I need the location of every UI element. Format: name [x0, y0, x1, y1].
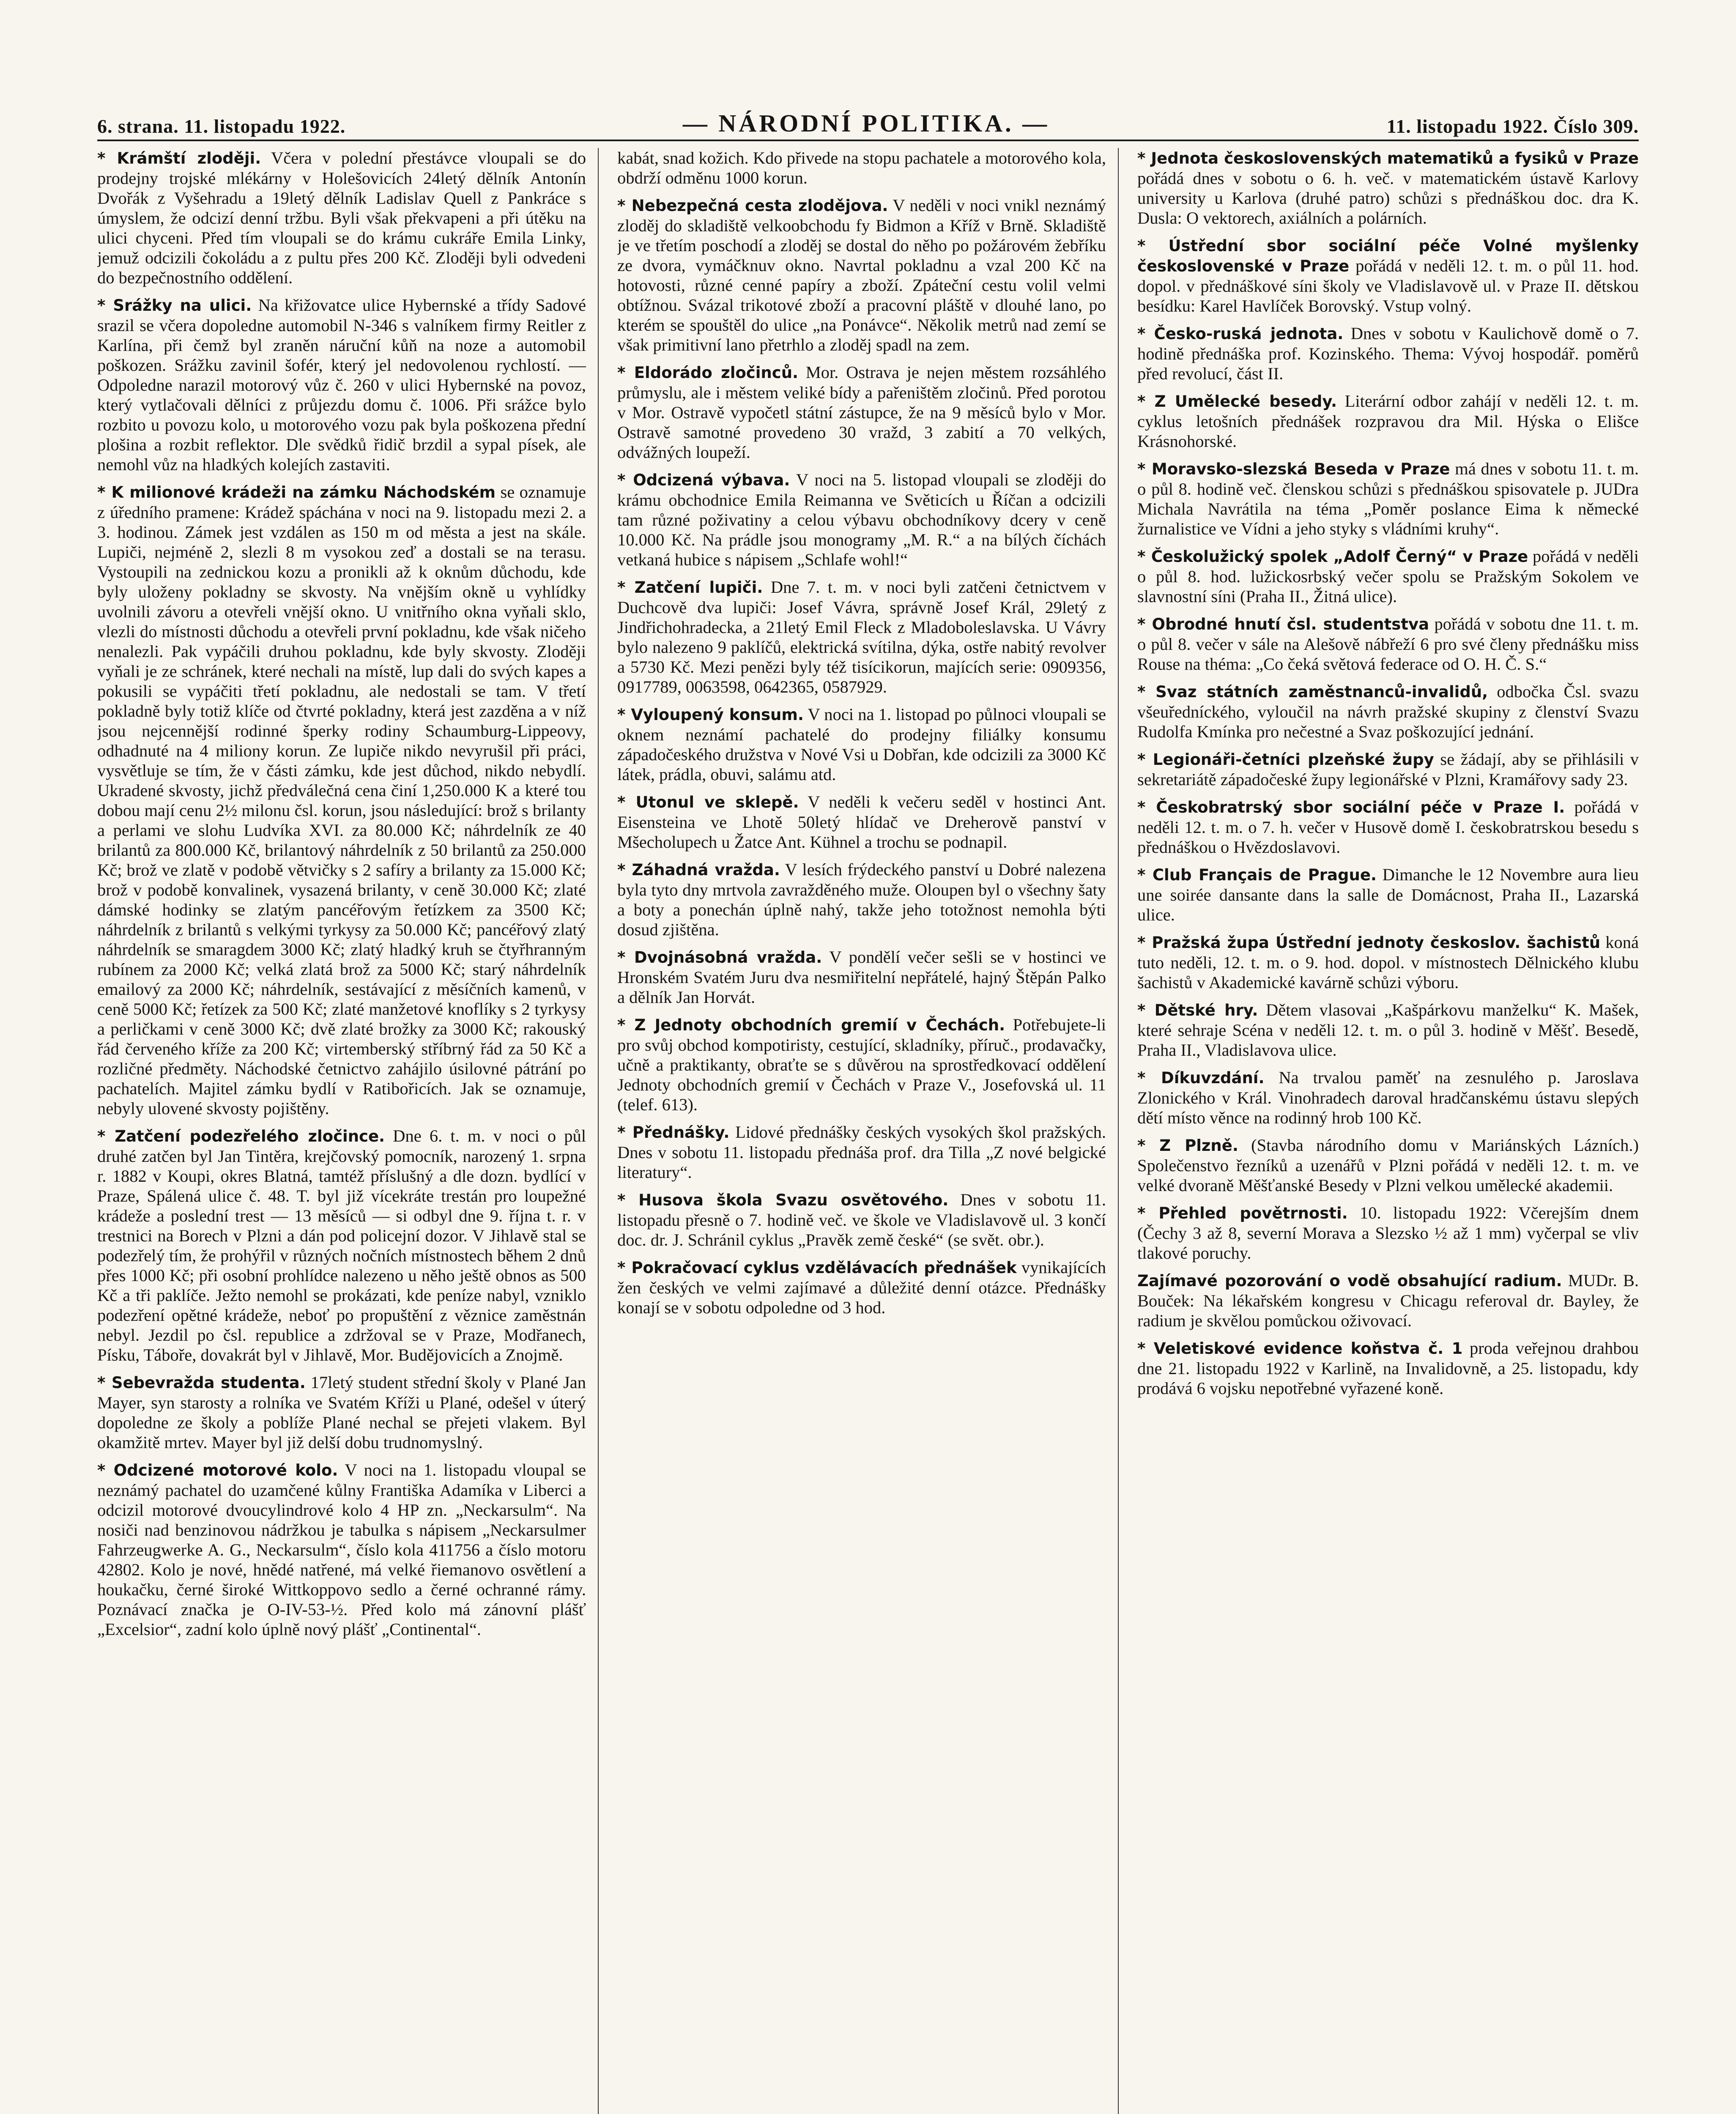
article-heading: * Moravsko-slezská Beseda v Praze	[1137, 460, 1450, 478]
article-body: V neděli v noci vnikl neznámý zloděj do skladiště velkoobchodu fy Bidmon a Kříž v Brně. Skladiště je ve třetím poschodí a zloděj se dostal do něho po požárovém žebříku ze dvora, vymáčknuv okno. Navrtal pokladnu a vzal 200 Kč na hotovosti, různé cenné papíry a zboží. Zpáteční cestu volil velmi obtížnou. Svázal trikotové zboží a pracovní pláště v dlouhé lano, po kterém se spouštěl do ulice „na Ponávce“. Několik metrů nad zemí se však primitivní lano přetrhlo a zloděj spadl na zem.	[617, 196, 1106, 354]
article-body: Literární odbor zahájí v neděli 12. t. m. cyklus letošních přednášek rozpravou dra Mil. Hýska o Elišce Krásnohorské.	[1137, 392, 1639, 451]
article	[1137, 391, 1639, 451]
article-body: se oznamuje z úředního pramene: Krádež spáchána v noci na 9. listopadu mezi 2. a 3. hodinou. Zámek jest vzdálen as 150 m od města a jest na skále. Lupiči, nejméně 2, slezli 8 m vysokou zeď a dostali se na terasu. Vystoupili na zednickou kozu a pronikli až k oknům důchodu, kde byly uloženy pokladny se skvosty. Na vnějším okně u vyhlídky uvolnili závoru a otevřeli vnější okno. U vnitřního okna vyňali sklo, vlezli do místnosti důchodu a otevřeli první pokladnu, kde však ničeho nenalezli. Pak vypáčili druhou pokladnu, kde byly skvosty. Zloději vyňali je ze schránek, které nechali na místě, lup dali do svých kapes a pokusili se vypáčiti třetí pokladnu, ale nedostali se tam. V třetí pokladně byly totiž klíče od čtvrté pokladny, která jest zazděna a v níž jsou nejcennější rodinné šperky rodiny Schaumburg-Lippeovy, odhadnuté na 4 miliony korun. Ze lupiče nikdo nevyrušil při práci, vysvětluje se tím, že v části zámku, kde jest důchod, nikdo nebydlí. Ukradené skvosty, jichž předválečná cena činí 1,250.000 K a které tou dobou mají cenu 2½ milonu čsl. korun, jsou následující: brož s brilanty a perlami ve slohu Ludvíka XVI. za 80.000 Kč; náhrdelník ze 40 brilantů za 800.000 Kč, brilantový náhrdelník z 50 brilantů za 250.000 Kč; brož ve zlatě v podobě větvičky s 2 safíry a brilanty za 15.000 Kč; brož v podobě konvalinek, vysazená brilanty, v ceně 30.000 Kč; zlaté dámské hodinky se zlatým pancéřovým řetízkem za 3500 Kč; náhrdelník z brilantů s velkými tyrkysy za 50.000 Kč; pancéřový zlatý náhrdelník se smaragdem 3000 Kč; zlatý hladký kruh se čtyřhranným rubínem za 2000 Kč; velká zlatá brož za 5000 Kč; starý náhrdelník emailový za 2000 Kč; náhrdelník, sestávající z měsíčních kamenů, v ceně 5000 Kč; řetízek za 500 Kč; zlaté manžetové knoflíky s 2 tyrkysy a perličkami v ceně 3000 Kč; dvě zlaté brožky za 3000 Kč; rakouský řád červeného kříže za 200 Kč; virtemberský stříbrný řád za 50 Kč a rozličné předměty. Náchodské četnictvo zahájilo úsilovné pátrání po pachatelích. Majitel zámku bydlí v Ratibořicích. Jak se oznamuje, nebyly ulovené skvosty pojištěny.	[97, 482, 586, 1118]
article	[97, 1372, 586, 1452]
article-heading: * Zatčení lupiči.	[617, 578, 763, 597]
article-body: V noci na 1. listopadu vloupal se neznámý pachatel do uzamčené kůlny Františka Adamíka v Liberci a odcizil motorové dvoucylindrové kolo 4 HP zn. „Neckarsulm“. Na nosiči nad benzinovou nádržkou je tabulka s nápisem „Neckarsulmer Fahrzeugwerke A. G., Neckarsulm“, číslo kola 411756 a číslo motoru 42802. Kolo je nové, hnědé natřené, má velké řiemanovo osvětlení a houkačku, černé široké Wittkoppovo sedlo a černé ochranné rámy. Poznávací značka je O-IV-53-½. Před kolo má zánovní plášť „Excelsior“, zadní kolo úplně nový plášť „Continental“.	[97, 1460, 586, 1639]
article-body: Dnes v sobotu 11. listopadu přesně o 7. hodině več. ve škole ve Vladislavově ul. 3 končí doc. dr. J. Schránil cyklus „Pravěk země české“ (se svět. obr.).	[617, 1190, 1106, 1249]
article-heading: * Dvojnásobná vražda.	[617, 948, 822, 967]
article-body: MUDr. B. Bouček: Na lékařském kongresu v Chicagu referoval dr. Bayley, že radium je skvělou pomůckou oživovací.	[1137, 1271, 1639, 1330]
article	[1137, 1203, 1639, 1263]
article-heading: * Eldorádo zločinců.	[617, 364, 799, 382]
article	[97, 482, 586, 1118]
article-body: proda veřejnou drahbou dne 21. listopadu 1922 v Karlině, na Invalidovně, a 25. listopadu, kdy prodává 6 vojsku nepotřebné vyřazené koně.	[1137, 1339, 1639, 1398]
article	[1137, 546, 1639, 606]
article-heading: * Z Jednoty obchodních gremií v Čechách.	[617, 1016, 1005, 1034]
column-1	[97, 148, 599, 2114]
article	[617, 577, 1106, 697]
article-body: Dnes v sobotu v Kaulichově domě o 7. hodině přednáška prof. Kozinského. Thema: Vývoj hospodář. poměrů před revolucí, část II.	[1137, 324, 1639, 383]
article-heading: Zajímavé pozorování o vodě obsahující radium.	[1137, 1272, 1562, 1290]
article-body: Na křižovatce ulice Hybernské a třídy Sadové srazil se včera dopoledne automobil N-346 s valníkem firmy Reitler z Karlína, při čemž byl zraněn náruční kůň na noze a automobil poškozen. Srážku zavinil šofér, který jel nedovolenou rychlostí. — Odpoledne narazil motorový vůz č. 260 v ulici Hybernské na povoz, který vytlačovali dělníci z průjezdu domu č. 1006. Při srážce bylo rozbito u povozu kolo, u motorového vozu pak byla poškozena přední plošina a rozbit reflektor. Dle svědků řidič brzdil a sypal písek, ale nemohl vůz na hladkých kolejích zastaviti.	[97, 296, 586, 474]
article-heading: * Českobratrský sbor sociální péče v Praze I.	[1137, 798, 1565, 816]
page-header	[97, 99, 1639, 137]
header-right: 11. listopadu 1922. Číslo 309.	[1386, 115, 1639, 137]
article-body: Mor. Ostrava je nejen městem rozsáhlého průmyslu, ale i městem veliké bídy a pařeništěm zločinů. Před porotou v Mor. Ostravě vypočetl státní zástupce, že na 9 měsíců bylo v Mor. Ostravě samotné provedeno 30 vražd, 3 zabití a 70 velkých, odvážných loupeží.	[617, 363, 1106, 462]
article-body: koná tuto neděli, 12. t. m. o 9. hod. dopol. v místnostech Dělnického klubu šachistů v Akademické kavárně schůzi výboru.	[1137, 933, 1639, 992]
article-body: vynikajících žen českých ve velmi zajímavé a důležité denní otázce. Přednášky konají se v sobotu odpoledne od 3 hod.	[617, 1258, 1106, 1317]
article-body: V lesích frýdeckého panství u Dobré nalezena byla tyto dny mrtvola zavražděného muže. Oloupen byl o všechny šaty a boty a ponechán úplně nahý, takže jeho totožnost nemohla býti dosud zjištěna.	[617, 860, 1106, 939]
article-heading: * Utonul ve sklepě.	[617, 793, 799, 811]
header-rule	[97, 140, 1639, 141]
article-heading: * Husova škola Svazu osvětového.	[617, 1191, 949, 1209]
article-body: Dětem vlasovai „Kašpárkovu manželku“ K. Mašek, které sehraje Scéna v neděli 12. t. m. o půl 3. hodině v Měšť. Besedě, Praha II., Vladislavova ulice.	[1137, 1000, 1639, 1060]
article	[617, 1015, 1106, 1115]
header-left: 6. strana. 11. listopadu 1922.	[97, 115, 346, 137]
article	[1137, 865, 1639, 925]
article	[97, 1126, 586, 1365]
article-body: 10. listopadu 1922: Včerejším dnem (Čechy 3 až 8, severní Morava a Slezsko ½ až 1 mm) vyčerpal se vliv tlakové poruchy.	[1137, 1203, 1639, 1262]
article	[1137, 1338, 1639, 1398]
article-body: 17letý student střední školy v Plané Jan Mayer, syn starosty a rolníka ve Svatém Kříži u Plané, odešel v úterý dopoledne ze školy a poblíže Plané nechal se přejeti vlakem. Byl okamžitě mrtev. Mayer byl již delší dobu trudnomyslný.	[97, 1373, 586, 1452]
article	[1137, 682, 1639, 742]
article-body: V neděli k večeru seděl v hostinci Ant. Eisensteina ve Lhotě 50letý hlídač ve Dreherově panství v Mšecholupech u Žatce Ant. Kühnel a trochu se podnapil.	[617, 792, 1106, 852]
article-heading: * K milionové krádeži na zámku Náchodském	[97, 483, 496, 501]
article	[1137, 797, 1639, 857]
article	[1137, 932, 1639, 992]
article	[97, 295, 586, 474]
article-body: V noci na 1. listopad po půlnoci vloupali se oknem neznámí pachatelé do prodejny filiálky konsumu západočeského družstva v Nové Vsi u Dobřan, kde odcizili za 3000 Kč látek, prádla, obuvi, salámu atd.	[617, 705, 1106, 784]
article-body: Potřebujete-li pro svůj obchod kompotiristy, cestující, skladníky, příruč., prodavačky, učně a praktikanty, obraťte se s důvěrou na sprostředkovací oddělení Jednoty obchodních gremií v Čechách v Praze V., Josefovská ul. 11 (telef. 613).	[617, 1015, 1106, 1114]
article-heading: * Srážky na ulici.	[97, 296, 252, 315]
article-heading: * Dětské hry.	[1137, 1001, 1258, 1019]
article-heading: * Z Plzně.	[1137, 1136, 1238, 1155]
article	[617, 704, 1106, 784]
article-heading: * Legionáři-četníci plzeňské župy	[1137, 750, 1434, 769]
article-heading: * Z Umělecké besedy.	[1137, 392, 1337, 411]
article-heading: * Přehled povětrnosti.	[1137, 1204, 1348, 1222]
article-heading: * Obrodné hnutí čsl. studentstva	[1137, 615, 1429, 633]
article	[617, 195, 1106, 355]
article	[617, 1257, 1106, 1317]
article-body: pořádá v neděli 12. t. m. o půl 11. hod. dopol. v přednáškové síni školy ve Vladislavově ul. v Praze II. dětskou besídku: Karel Havlíček Borovský. Vstup volný.	[1137, 256, 1639, 315]
article-body: má dnes v sobotu 11. t. m. o půl 8. hodině več. členskou schůzi s přednáškou spisovatele p. JUDra Michala Navrátila na téma „Poměr poslance Eima k německé žurnalistice ve Vídni a jeho styky s vládními kruhy“.	[1137, 459, 1639, 538]
column-3	[1137, 148, 1639, 2114]
article-heading: * Díkuvzdání.	[1137, 1069, 1265, 1087]
article	[97, 148, 586, 288]
article	[1137, 1068, 1639, 1128]
article	[1137, 459, 1639, 539]
article	[617, 148, 1106, 188]
article	[617, 947, 1106, 1007]
article-body: pořádá v neděli 12. t. m. o 7. h. večer v Husově domě I. českobratrskou besedu s přednáškou o Hvězdoslavovi.	[1137, 797, 1639, 857]
article	[617, 470, 1106, 570]
article-heading: * Krámští zloději.	[97, 149, 261, 167]
article-heading: * Club Français de Prague.	[1137, 866, 1377, 884]
article	[1137, 749, 1639, 789]
article	[1137, 1135, 1639, 1195]
article-heading: * Česko-ruská jednota.	[1137, 325, 1344, 343]
article	[617, 362, 1106, 462]
article-heading: * Svaz státních zaměstnanců-invalidů,	[1137, 683, 1488, 701]
article-heading: * Jednota československých matematiků a fysiků v Praze	[1137, 149, 1639, 167]
column-2	[617, 148, 1119, 2114]
article	[1137, 235, 1639, 316]
article-body: pořádá v sobotu dne 11. t. m. o půl 8. večer v sále na Alešově nábřeží 6 pro své členy přednášku miss Rouse na théma: „Co čeká světová federace od O. H. Č. S.“	[1137, 614, 1639, 674]
article-body: pořádá dnes v sobotu o 6. h. več. v matematickém ústavě Karlovy university u Karlova (druhé patro) schůzi s přednáškou doc. dra K. Dusla: O vektorech, axiálních a polárních.	[1137, 169, 1639, 227]
article-body: Dimanche le 12 Novembre aura lieu une soirée dansante dans la salle de Domácnost, Praha II., Lazarská ulice.	[1137, 865, 1639, 924]
article-body: se žádají, aby se přihlásili v sekretariátě západočeské župy legionářské v Plzni, Kramářovy sady 23.	[1137, 750, 1639, 789]
article-body: Lidové přednášky českých vysokých škol pražských. Dnes v sobotu 11. listopadu přednáša prof. dra Tilla „Z nové belgické literatury“.	[617, 1123, 1106, 1182]
article	[617, 860, 1106, 939]
article	[97, 1460, 586, 1639]
article-heading: * Veletiskové evidence koňstva č. 1	[1137, 1339, 1463, 1358]
article-body: odbočka Čsl. svazu všeuředníckého, vyloučil na návrh pražské skupiny z členství Svazu Rudolfa Kmínka pro nečestné a Svaz poškozující jednání.	[1137, 682, 1639, 741]
article-heading: * Zatčení podezřelého zločince.	[97, 1127, 385, 1145]
article-body: (Stavba národního domu v Mariánských Lázních.) Společenstvo řezníků a uzenářů v Plzni pořádá v neděli 12. t. m. ve velké dvoraně Měšťanské Besedy v Plzni velkou umělecké akademii.	[1137, 1136, 1639, 1195]
article	[1137, 614, 1639, 674]
article-body: Na trvalou paměť na zesnulého p. Jaroslava Zlonického v Král. Vinohradech daroval hradčanskému ústavu slepých dětí místo věnce na rodinný hrob 100 Kč.	[1137, 1068, 1639, 1127]
article-body: V noci na 5. listopad vloupali se zloději do krámu obchodnice Emila Reimanna ve Světicích u Říčan a odcizili tam různé poživatiny a celou výbavu obchodníkovy dcery v ceně 10.000 Kč. Na prádle jsou monogramy „M. R.“ a na bílých číchách vetkaná hubice s nápisem „Schlafe wohl!“	[617, 470, 1106, 569]
article-heading: * Odcizené motorové kolo.	[97, 1461, 338, 1479]
article-body: Dne 6. t. m. v noci o půl druhé zatčen byl Jan Tintěra, krejčovský pomocník, narozený 1. srpna r. 1882 v Koupi, okres Blatná, tamtéž příslušný a dle dozn. bydlící v Praze, Spálená ulice č. 48. T. byl již vícekráte trestán pro loupežné krádeže a poslední trest — 13 měsíců — si odbyl dne 9. října t. r. v trestnici na Borech v Plzni a dán pod policejní dozor. V Jihlavě stal se podezřelý tím, že prohýřil v různých nočních místnostech během 2 dnů přes 1000 Kč; při osobní prohlídce nalezeno u něho ještě obnos as 500 Kč a tři paklíče. Ježto nemohl se prokázati, kde peníze nabyl, vzniklo podezření opětné krádeže, neboť po propuštění z věznice zaměstnán nebyl. Jezdil po čsl. republice a zdržoval se v Praze, Modřanech, Písku, Táboře, dovakrát byl v Jihlavě, Mor. Budějovicích a Znojmě.	[97, 1126, 586, 1364]
article-body: pořádá v neděli o půl 8. hod. lužickosrbský večer spolu se Pražským Sokolem ve slavnostní síni (Praha II., Žitná ulice).	[1137, 547, 1639, 606]
article-heading: * Odcizená výbava.	[617, 471, 790, 489]
article-heading: * Sebevražda studenta.	[97, 1374, 306, 1392]
article-columns	[97, 148, 1639, 2114]
article-heading: * Nebezpečná cesta zlodějova.	[617, 197, 888, 215]
article-body: Dne 7. t. m. v noci byli zatčeni četnictvem v Duchcově dva lupiči: Josef Vávra, správně Josef Král, 29letý z Jindřichohradecka, a 21letý Emil Fleck z Mladoboleslavska. U Vávry bylo nalezeno 9 paklíčů, elektrická svítilna, dýka, ostře nabitý revolver a 5730 Kč. Mezi penězi byly též tisícikorun, majících serie: 0909356, 0917789, 0063598, 0642365, 0587929.	[617, 578, 1106, 696]
article	[1137, 1000, 1639, 1060]
article-heading: * Ústřední sbor sociální péče Volné myšlenky československé v Praze	[1137, 237, 1639, 275]
article-heading: * Pokračovací cyklus vzdělávacích přednášek	[617, 1259, 1017, 1277]
article	[1137, 1271, 1639, 1331]
article	[617, 1122, 1106, 1182]
article-heading: * Přednášky.	[617, 1123, 730, 1142]
article-heading: * Českolužický spolek „Adolf Černý“ v Praze	[1137, 548, 1528, 566]
article-body: Včera v polední přestávce vloupali se do prodejny trojské mlékárny v Holešovicích 24letý dělník Antonín Dvořák z Vyšehradu a 19letý dělník Ladislav Quell z Pankráce s úmyslem, že odcizí denní tržbu. Byli však překvapeni a při útěku na ulici chyceni. Před tím vloupali se do krámu cukráře Emila Linky, jemuž odcizili čokoládu a z pultu přes 200 Kč. Zloději byli odvedeni do bezpečnostního oddělení.	[97, 148, 586, 287]
article-body: kabát, snad kožich. Kdo přivede na stopu pachatele a motorového kola, obdrží odměnu 1000 korun.	[617, 148, 1106, 187]
article-heading: * Pražská župa Ústřední jednoty českoslov. šachistů	[1137, 934, 1601, 952]
article	[1137, 148, 1639, 228]
article	[617, 792, 1106, 852]
article-heading: * Vyloupený konsum.	[617, 706, 804, 724]
article	[1137, 323, 1639, 383]
masthead-title: — NÁRODNÍ POLITIKA. —	[682, 110, 1050, 137]
article	[617, 1190, 1106, 1250]
article-heading: * Záhadná vražda.	[617, 861, 780, 879]
article-body: V pondělí večer sešli se v hostinci ve Hronském Svatém Juru dva nesmiřitelní nepřátelé, hajný Štěpán Palko a dělník Jan Horvát.	[617, 947, 1106, 1007]
